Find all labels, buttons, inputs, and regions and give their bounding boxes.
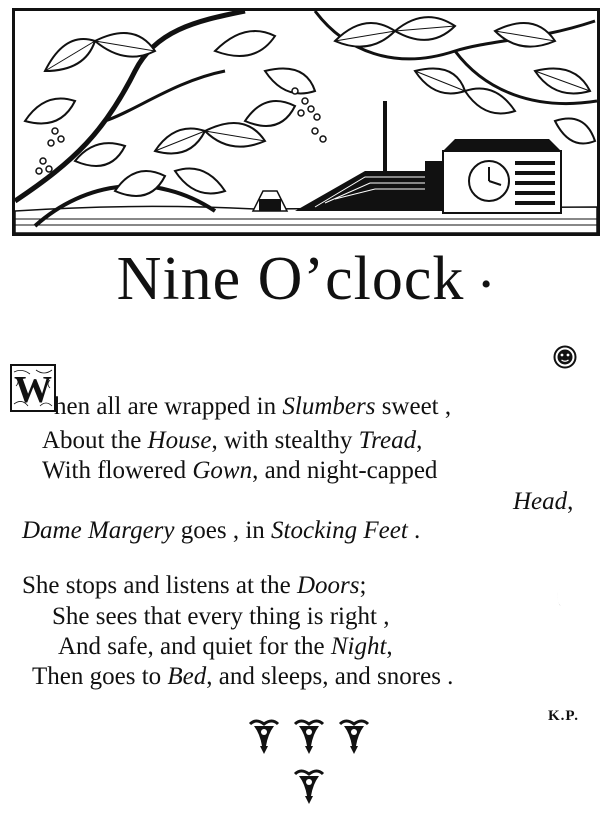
text-run: , <box>386 633 393 660</box>
sun-face-icon <box>553 345 577 374</box>
text-run: About the <box>42 427 148 454</box>
text-run: . <box>407 517 421 544</box>
header-illustration <box>12 8 600 236</box>
text-run: hen all are wrapped in <box>54 393 283 420</box>
stanza1-line5 <box>22 518 420 543</box>
poem-title-text: Nine O’clock <box>116 245 465 313</box>
stanza1-line1 <box>54 394 451 419</box>
stanza2-line1 <box>22 573 366 598</box>
text-run: sweet , <box>375 393 452 420</box>
italic-run: House <box>147 427 212 454</box>
drop-cap <box>10 364 56 412</box>
text-run: With flowered <box>42 457 193 484</box>
text-run: And safe, and quiet for the <box>58 633 331 660</box>
stanza1-line3 <box>42 458 437 483</box>
text-run: , and sleeps, and snores . <box>206 663 454 690</box>
text-run: ; <box>359 572 367 599</box>
italic-run: Tread <box>358 427 417 454</box>
text-run: , and night-capped <box>252 457 438 484</box>
italic-run: Doors <box>296 572 360 599</box>
italic-run: Stocking Feet <box>271 517 408 544</box>
italic-run: Slumbers <box>282 393 376 420</box>
fleur-ornament-icon <box>234 716 384 816</box>
italic-run: Night <box>330 633 387 660</box>
italic-run: Dame Margery <box>22 517 175 544</box>
italic-run: Head <box>513 488 568 515</box>
text-run: , with stealthy <box>211 427 359 454</box>
italic-run: Bed <box>167 663 207 690</box>
text-run: , <box>567 488 574 515</box>
text-run: , <box>416 427 423 454</box>
stanza1-line4 <box>513 489 573 514</box>
stanza1-line2 <box>42 428 422 453</box>
text-run: She sees that every thing is right , <box>52 603 390 630</box>
stanza2-line3 <box>58 634 393 659</box>
italic-run: Gown <box>192 457 253 484</box>
stanza2-line2 <box>52 604 389 629</box>
poem-title <box>0 245 609 313</box>
stanza2-line4 <box>32 664 453 689</box>
night-garden-cottage-illustration <box>15 11 597 233</box>
text-run: Then goes to <box>32 663 168 690</box>
crescent-moon-icon <box>552 582 578 617</box>
text-run: She stops and listens at the <box>22 572 297 599</box>
signature-initials: K.P. <box>548 708 579 724</box>
drop-cap-letter: W <box>14 369 52 410</box>
text-run: goes , in <box>174 517 272 544</box>
title-ornament: • <box>480 267 493 301</box>
